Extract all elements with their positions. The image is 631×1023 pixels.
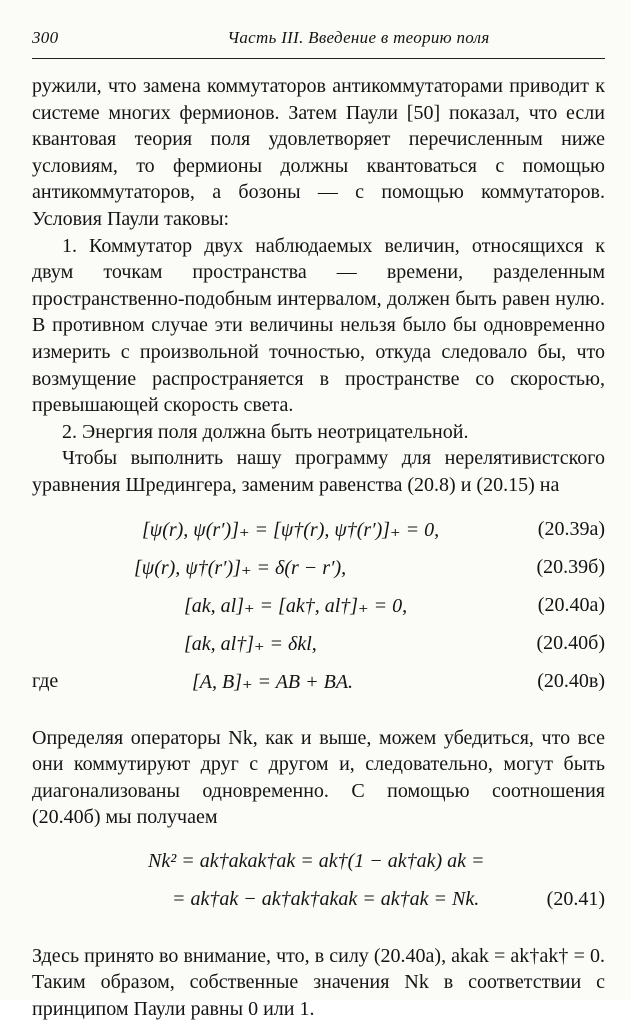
equation-expr: [ψ(r), ψ(r′)]₊ = [ψ†(r), ψ†(r′)]₊ = 0,	[142, 519, 440, 541]
equation-20-41-line2	[32, 881, 605, 919]
equation-20-40v	[32, 663, 605, 701]
running-header	[32, 28, 605, 54]
equation-20-40b	[32, 625, 605, 663]
paragraph-condition-1: 1. Коммутатор двух наблюдаемых величин, относящихся к двум точкам пространства — времени, разделенным пространственно-подобным интервалом, должен быть равен нулю. В противном случае эти величины нельзя было бы одновременно измерить с произвольной точностью, откуда следовало бы, что возмущение распространяется в пространстве со скоростью, превышающей скорость света.	[32, 234, 605, 417]
equation-expr: [ak, al]₊ = [ak†, al†]₊ = 0,	[184, 595, 408, 617]
equation-expr: Nk² = ak†akak†ak = ak†(1 − ak†ak) ak =	[148, 850, 485, 873]
paragraph-program: Чтобы выполнить нашу программу для нерелятивистского уравнения Шредингера, заменим равенства (20.8) и (20.15) на	[32, 447, 605, 496]
equation-20-41-line1	[32, 843, 605, 881]
where-label: где	[32, 670, 59, 692]
equation-expr: [ak, al†]₊ = δkl,	[184, 633, 317, 655]
equation-expr: = ak†ak − ak†ak†akak = ak†ak = Nk.	[172, 888, 480, 911]
equation-number: (20.41)	[546, 888, 605, 911]
equation-number: (20.40в)	[537, 670, 605, 692]
running-title: Часть III. Введение в теорию поля	[227, 28, 490, 47]
equation-20-39a	[32, 511, 605, 549]
equation-expr: [A, B]₊ = AB + BA.	[192, 671, 354, 693]
paragraph-condition-2: 2. Энергия поля должна быть неотрицательной.	[62, 420, 469, 443]
paragraph-operators: Определяя операторы Nk, как и выше, можем убедиться, что все они коммутируют друг с другом и, следовательно, могут быть диагонализованы одновременно. С помощью соотношения (20.40б) мы получаем	[32, 726, 605, 829]
equation-expr: [ψ(r), ψ†(r′)]₊ = δ(r − r′),	[134, 557, 347, 579]
paragraph-conclusion: Здесь принято во внимание, что, в силу (20.40а), akak = ak†ak† = 0. Таким образом, собственные значения Nk в соответствии с принципом Паули равны 0 или 1.	[32, 944, 605, 1021]
paragraph-1: ружили, что замена коммутаторов антикоммутаторами приводит к системе многих фермионов. Затем Паули [50] показал, что если квантовая теория поля удовлетворяет перечисленным ниже условиям, то фермионы должны квантоваться с помощью антикоммутаторов, а бозоны — с помощью коммутаторов. Условия Паули таковы:	[32, 75, 605, 230]
equation-number: (20.40б)	[536, 632, 605, 654]
header-rule	[32, 58, 605, 59]
equation-20-39b	[32, 549, 605, 587]
equation-number: (20.40а)	[537, 594, 605, 616]
page-number: 300	[32, 28, 59, 47]
equation-number: (20.39б)	[536, 556, 605, 578]
equation-20-40a	[32, 587, 605, 625]
equation-number: (20.39а)	[537, 518, 605, 540]
